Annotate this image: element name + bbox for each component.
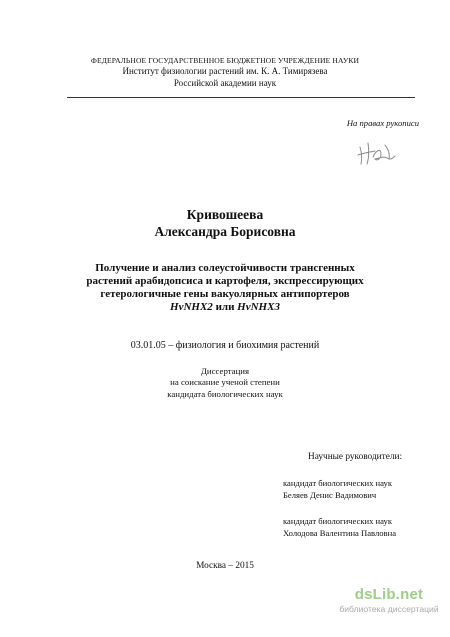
- title-conjunction: или: [212, 301, 238, 313]
- rights-note: На правах рукописи: [346, 118, 419, 128]
- city-year: Москва – 2015: [196, 561, 254, 571]
- title-line-4: [50, 301, 400, 314]
- watermark-subtitle: библиотека диссертаций: [339, 604, 439, 614]
- gene-name-1: HvNHX2: [170, 301, 213, 313]
- author-name: Александра Борисовна: [154, 224, 296, 239]
- watermark[interactable]: [334, 586, 444, 614]
- title-line-1: Получение и анализ солеустойчивости трансгенных: [95, 262, 355, 274]
- supervisor-2-degree: кандидат биологических наук: [283, 516, 392, 526]
- specialty-code: 03.01.05 – физиология и биохимия растений: [130, 340, 320, 351]
- degree-purpose: на соискание ученой степени: [170, 377, 280, 387]
- degree-name: кандидата биологических наук: [167, 389, 283, 399]
- institution-name-line1: ФЕДЕРАЛЬНОЕ ГОСУДАРСТВЕННОЕ БЮДЖЕТНОЕ УЧРЕЖДЕНИЕ НАУКИ: [90, 56, 360, 65]
- watermark-logo[interactable]: dsLib.net: [354, 586, 424, 603]
- institution-name-line3: Российской академии наук: [173, 78, 277, 88]
- supervisors-heading: Научные руководители:: [308, 452, 403, 462]
- supervisor-2-name: Холодова Валентина Павловна: [283, 528, 397, 538]
- header-divider: [67, 97, 415, 98]
- title-line-3: гетерологичные гены вакуолярных антипортеров: [100, 288, 350, 300]
- dissertation-label: Диссертация: [200, 366, 250, 376]
- gene-name-2: HvNHX3: [237, 301, 280, 313]
- dissertation-title: [50, 262, 400, 314]
- supervisor-1-name: Беляев Денис Вадимович: [283, 490, 377, 500]
- supervisor-1-degree: кандидат биологических наук: [283, 478, 392, 488]
- handwritten-signature: [354, 137, 400, 169]
- title-line-2: растений арабидопсиса и картофеля, экспрессирующих: [86, 275, 364, 287]
- author-surname: Кривошеева: [186, 207, 264, 222]
- institution-name-line2: Институт физиологии растений им. К. А. Тимирязева: [122, 66, 328, 76]
